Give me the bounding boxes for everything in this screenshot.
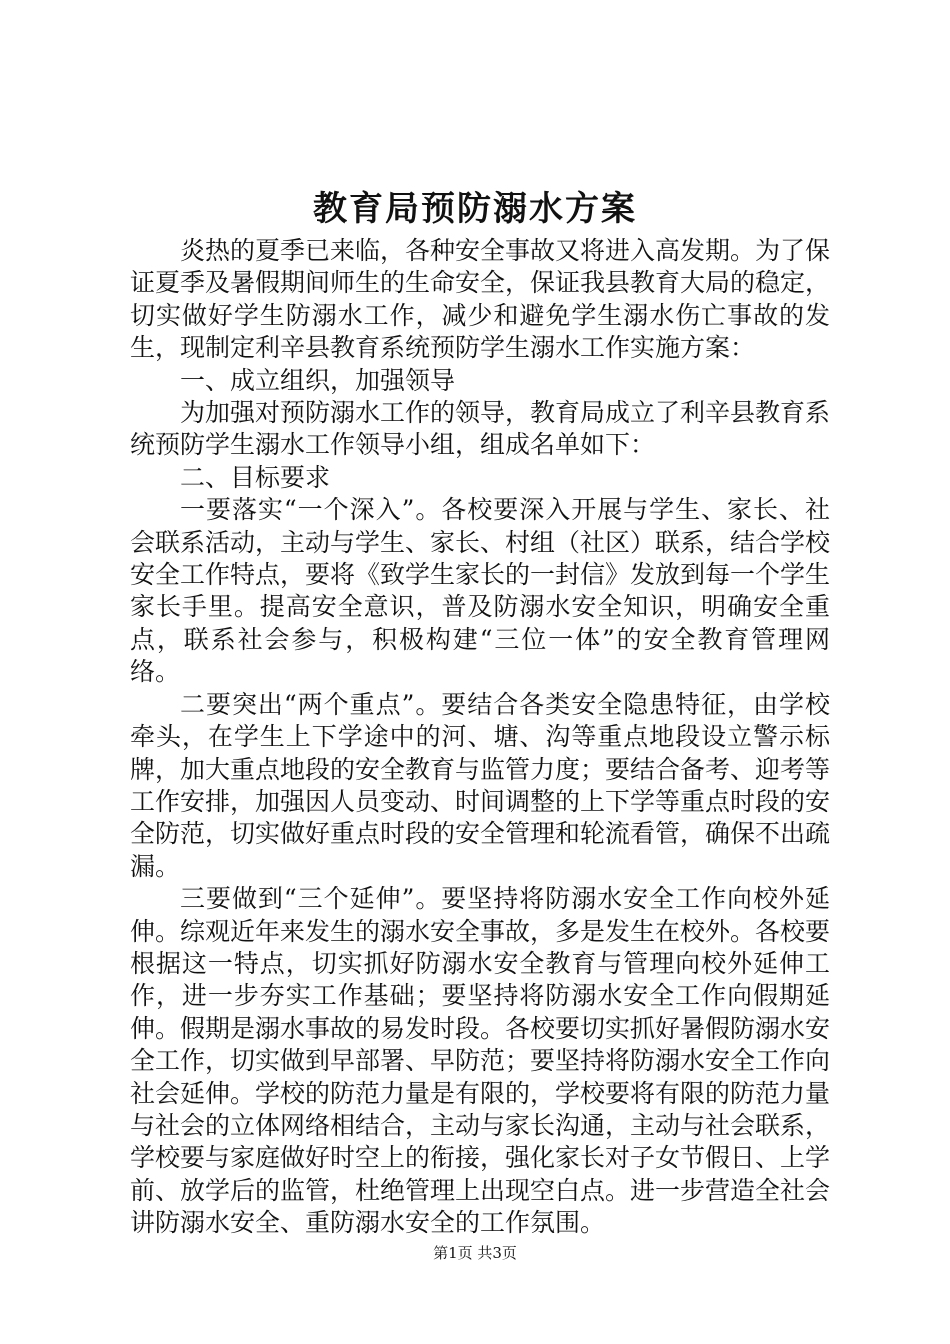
section-heading-2: 二、目标要求	[180, 462, 331, 492]
page-number-footer: 第1页 共3页	[433, 1244, 517, 1262]
section-heading-1: 一、成立组织，加强领导	[180, 365, 456, 395]
document-body	[130, 235, 830, 1240]
paragraph-intro: 炎热的夏季已来临，各种安全事故又将进入高发期。为了保证夏季及暑假期间师生的生命安全，保证我县教育大局的稳定，切实做好学生防溺水工作，减少和避免学生溺水伤亡事故的发生，现制定利辛县教育系统预防学生溺水工作实施方案：	[130, 236, 831, 363]
paragraph-requirement-3: 三要做到“三个延伸”。要坚持将防溺水安全工作向校外延伸。综观近年来发生的溺水安全事故，多是发生在校外。各校要根据这一特点，切实抓好防溺水安全教育与管理向校外延伸工作，进一步夯实工作基础；要坚持将防溺水安全工作向假期延伸。假期是溺水事故的易发时段。各校要切实抓好暑假防溺水安全工作，切实做到早部署、早防范；要坚持将防溺水安全工作向社会延伸。学校的防范力量是有限的，学校要将有限的防范力量与社会的立体网络相结合，主动与家长沟通，主动与社会联系，学校要与家庭做好时空上的衔接，强化家长对子女节假日、上学前、放学后的监管，杜绝管理上出现空白点。进一步营造全社会讲防溺水安全、重防溺水安全的工作氛围。	[130, 884, 831, 1238]
paragraph-requirement-1: 一要落实“一个深入”。各校要深入开展与学生、家长、社会联系活动，主动与学生、家长、村组（社区）联系，结合学校安全工作特点，要将《致学生家长的一封信》发放到每一个学生家长手里。提高安全意识，普及防溺水安全知识，明确安全重点，联系社会参与，积极构建“三位一体”的安全教育管理网络。	[130, 495, 831, 687]
paragraph-requirement-2: 二要突出“两个重点”。要结合各类安全隐患特征，由学校牵头，在学生上下学途中的河、塘、沟等重点地段设立警示标牌，加大重点地段的安全教育与监管力度；要结合备考、迎考等工作安排，加强因人员变动、时间调整的上下学等重点时段的安全防范，切实做好重点时段的安全管理和轮流看管，确保不出疏漏。	[130, 689, 831, 881]
document-title: 教育局预防溺水方案	[313, 189, 637, 229]
paragraph-organization: 为加强对预防溺水工作的领导，教育局成立了利辛县教育系统预防学生溺水工作领导小组，组成名单如下：	[130, 398, 831, 460]
